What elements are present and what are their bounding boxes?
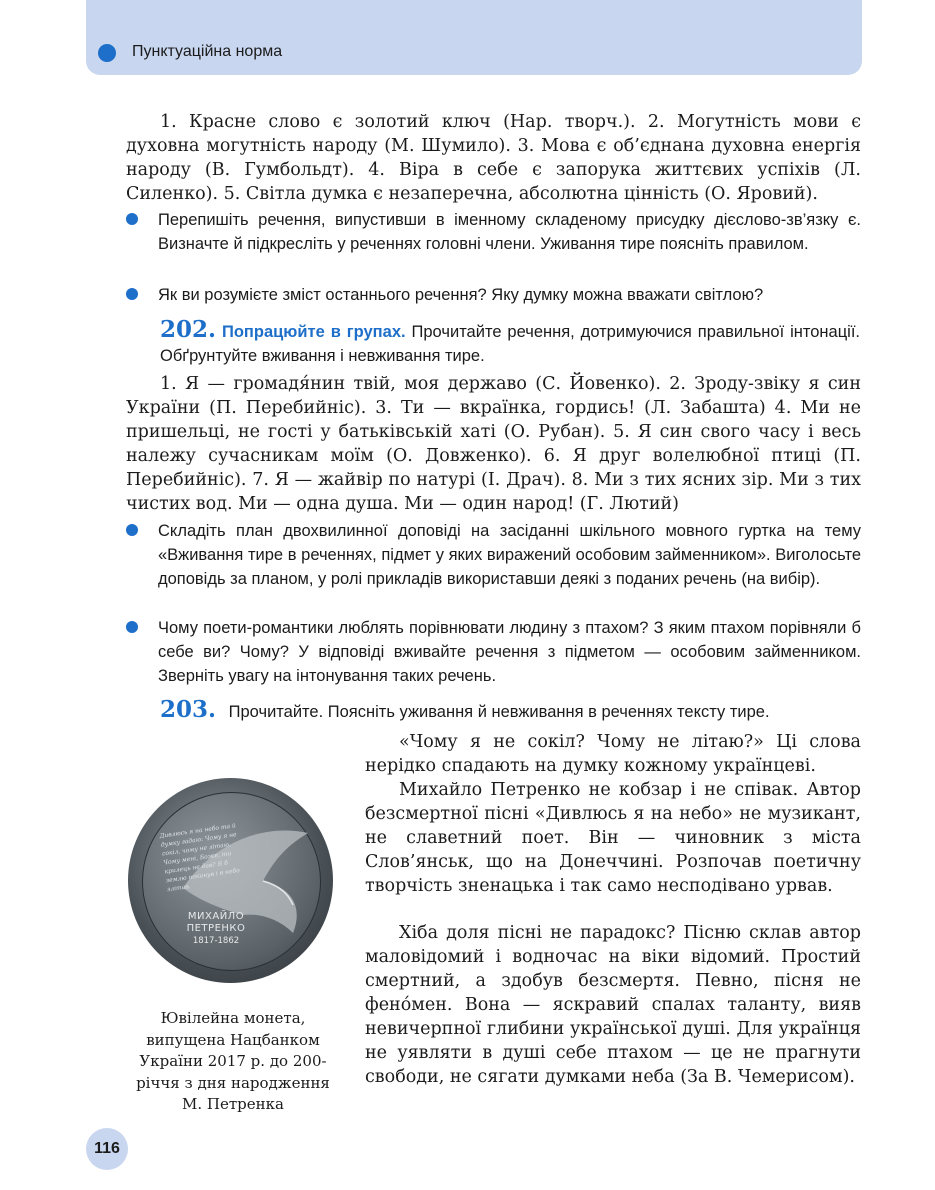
question-block: [126, 208, 861, 256]
exercise-203-paragraph: «Чому я не сокіл? Чому не літаю?» Ці слова нерідко спадають на думку кожному українцеві.: [365, 732, 861, 776]
question-text: Складіть план двохвилинної доповіді на засіданні шкільного мовного гуртка на тему «Вживання тире в реченнях, підмет у яких виражений особовим займенником». Виголосьте доповідь за планом, у ролі прикладів використавши деякі з поданих речень (на вибір).: [158, 522, 861, 588]
coin-name-line: МИХАЙЛО: [187, 911, 245, 922]
header-bullet-icon: [98, 44, 116, 62]
question-block: [126, 519, 861, 591]
exercise-203-paragraph: Михайло Петренко не кобзар і не співак. Автор безсмертної пісні «Дивлюсь я на небо» не музикант, не славетний поет. Він — чиновник з міста Слов’янськ, що на Донеччині. Розпочав поетичну творчість зненацька і так само несподівано урвав.: [365, 780, 861, 896]
exercise-number: 202.: [160, 316, 217, 343]
bullet-icon: [126, 621, 138, 633]
question-block: [126, 283, 861, 307]
coin-name: [171, 911, 261, 935]
section-title: Пунктуаційна норма: [132, 43, 283, 60]
exercise-task: Прочитайте. Поясніть уживання й невживання в реченнях тексту тире.: [228, 703, 770, 721]
exercise-202-text: 1. Я — громадя́нин твій, моя державо (С. Йовенко). 2. Зроду-звіку я син України (П. Перебийніс). 3. Ти — вкраїнка, гордись! (Л. Забашта) 4. Ми не пришельці, не гості у батьківській хаті (О. Рубан). 5. Я син свого часу і весь належу сучасникам моїм (О. Довженко). 6. Я друг волелюбної птиці (П. Перебийніс). 7. Я — жайвір по натурі (І. Драч). 8. Ми з тих ясних зір. Ми з тих чистих вод. Ми — одна душа. Ми — один народ! (Г. Лютий): [126, 374, 861, 514]
page-number: 116: [86, 1128, 128, 1170]
bullet-icon: [126, 213, 138, 225]
exercise-number: 203.: [160, 696, 217, 723]
coin-name-line: ПЕТРЕНКО: [186, 923, 246, 934]
question-text: Як ви розумієте зміст останнього речення? Яку думку можна вважати світлою?: [158, 286, 764, 304]
running-header: [86, 0, 862, 75]
question-text: Перепишіть речення, випустивши в іменному складеному присудку дієслово-зв’язку є. Визначте й підкресліть у реченнях головні члени. Уживання тире поясніть правилом.: [158, 211, 861, 253]
image-caption: Ювілейна монета, випущена Нацбанком України 2017 р. до 200-річчя з дня народження М. Петренка: [136, 1009, 330, 1113]
exercise-task: Прочитайте речення, дотримуючися правильної інтонації. Обґрунтуйте вживання і невживання тире.: [160, 323, 860, 365]
exercise-title: Попрацюйте в групах.: [221, 323, 406, 341]
exercise-203-header: [160, 698, 860, 724]
bullet-icon: [126, 288, 138, 300]
coin-years: 1817-1862: [192, 936, 240, 946]
coin-image: [128, 778, 333, 983]
question-block: [126, 616, 861, 688]
exercise-203-paragraph: Хіба доля пісні не парадокс? Пісню склав автор маловідомий і водночас на віки відомий. Простий смертний, а здобув безсмертя. Певно, пісня не фено́мен. Вона — яскравий спалах таланту, вияв невичерпної глибини української душі. Для українця не уявляти в душі себе птахом — це не прагнути свободи, не сягати думками неба (За В. Чемерисом).: [365, 923, 861, 1087]
exercise-202-header: [160, 318, 860, 368]
coin-face: [142, 792, 321, 971]
bullet-icon: [126, 524, 138, 536]
intro-sentences: 1. Красне слово є золотий ключ (Нар. творч.). 2. Могутність мови є духовна могутність народу (М. Шумило). 3. Мова є об’єднана духовна енергія народу (В. Гумбольдт). 4. Віра в себе є запорука життєвих успіхів (Л. Силенко). 5. Світла думка є незаперечна, абсолютна цінність (О. Яровий).: [126, 112, 861, 204]
question-text: Чому поети-романтики люблять порівнювати людину з птахом? З яким птахом порівняли б себе ви? Чому? У відповіді вживайте речення з підметом — особовим займенником. Зверніть увагу на інтонування таких речень.: [158, 619, 861, 685]
coin-inscription: Дивлюсь я на небо та й думку гадаю: Чому я не сокіл, чому не літаю, Чому мені, Боже, ти крилець не дав? Я б землю покинув і в небо злітав.: [159, 822, 241, 894]
